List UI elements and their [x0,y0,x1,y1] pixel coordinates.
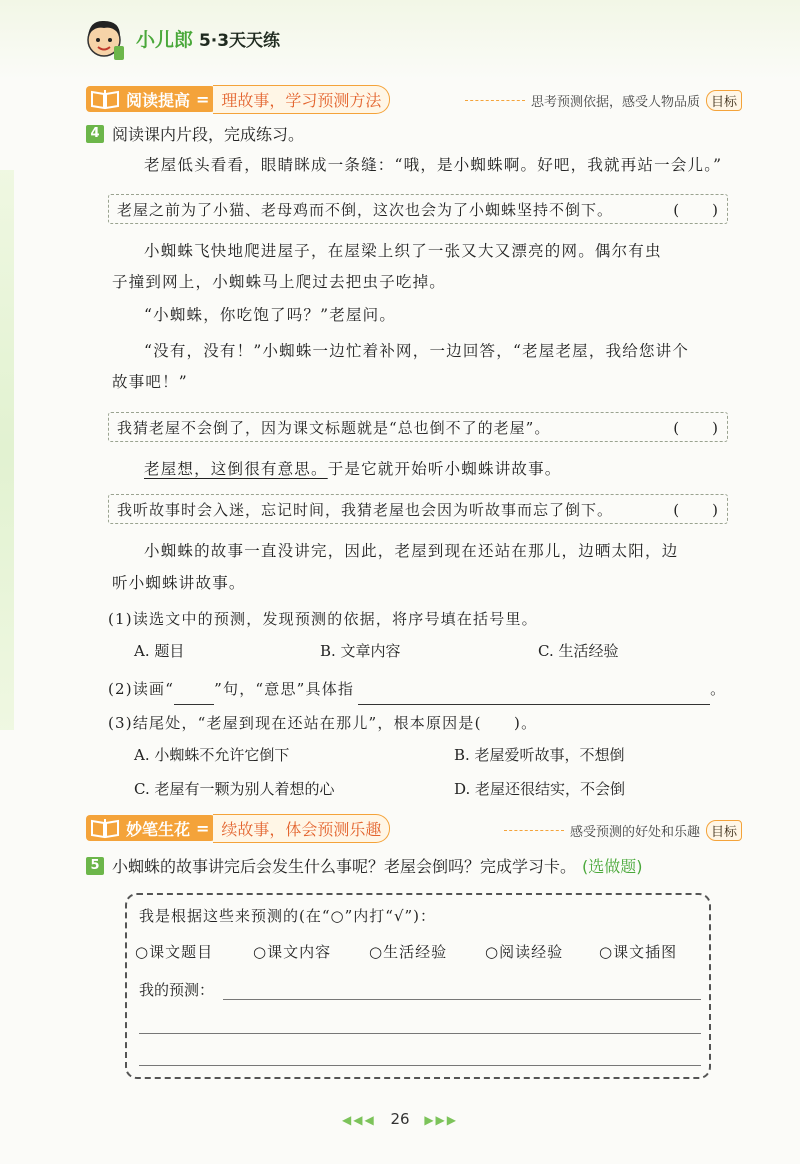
prediction-label: 我的预测： [139,981,215,999]
question-number: 5 [86,857,104,875]
option-c: C. 老屋有一颗为别人着想的心 [134,780,335,798]
brand-header [78,8,280,68]
question-text: 小蜘蛛的故事讲完后会发生什么事呢？老屋会倒吗？完成学习卡。 [112,857,577,876]
section-banner-writing [86,813,390,843]
dashed-leader [504,830,564,831]
option-b: B. 文章内容 [320,642,401,660]
choice-title[interactable]: ○课文题目 [135,943,214,961]
section-goal [504,820,742,841]
section-subtitle: 续故事，体会预测乐趣 [213,814,390,843]
subquestion-2 [108,674,734,705]
choice-illustration[interactable]: ○课文插图 [599,943,678,961]
choice-reading-experience[interactable]: ○阅读经验 [485,943,564,961]
equals-icon: = [196,818,210,838]
passage-text: 于是它就开始听小蜘蛛讲故事。 [327,460,562,478]
goal-text: 感受预测的好处和乐趣 [569,825,700,840]
answer-paren[interactable]: ( ) [673,419,719,437]
brand-name: 小儿郎 [136,28,194,51]
period: 。 [710,680,727,698]
prediction-box [108,194,728,224]
passage-paragraph: 小蜘蛛的故事一直没讲完，因此，老屋到现在还站在那儿，边晒太阳，边 [144,542,679,560]
writing-line[interactable] [139,1065,701,1066]
prediction-box [108,412,728,442]
passage-paragraph [112,454,738,485]
left-arrows-icon: ◀◀◀ [341,1113,376,1127]
underlined-sentence: 老屋想，这倒很有意思。 [144,460,328,478]
brand-series: 5·3天天练 [198,30,281,51]
section-goal [465,90,742,111]
subquestion-2-text-b: ”句，“意思”具体指 [214,680,355,698]
question-4-heading [86,122,304,145]
prediction-text: 我猜老屋不会倒了，因为课文标题就是“总也倒不了的老屋”。 [117,419,551,437]
goal-tag: 目标 [706,90,742,111]
open-book-icon [90,817,120,839]
passage-paragraph: “小蜘蛛，你吃饱了吗？”老屋问。 [144,306,397,324]
answer-line[interactable] [358,704,710,705]
goal-tag: 目标 [706,820,742,841]
option-d: D. 老屋还很结实，不会倒 [454,780,626,798]
answer-paren[interactable]: ( ) [673,201,719,219]
section-banner-reading [86,84,390,114]
question-text: 阅读课内片段，完成练习。 [112,125,305,144]
section-chip [86,86,215,112]
card-instruction: 我是根据这些来预测的(在“○”内打“√”)： [139,907,437,925]
section-title: 阅读提高 [126,90,191,110]
subquestion-3: (3)结尾处，“老屋到现在还站在那儿”，根本原因是( )。 [108,714,538,732]
writing-line[interactable] [139,1033,701,1034]
answer-paren[interactable]: ( ) [673,501,719,519]
question-number: 4 [86,125,104,143]
option-a: A. 小蜘蛛不允许它倒下 [134,746,290,764]
option-a: A. 题目 [134,642,185,660]
study-card [125,893,711,1079]
subquestion-1: (1)读选文中的预测，发现预测的依据，将序号填在括号里。 [108,610,538,628]
passage-line: 子撞到网上，小蜘蛛马上爬过去把虫子吃掉。 [112,273,447,291]
option-b: B. 老屋爱听故事，不想倒 [454,746,625,764]
question-5-heading [86,854,643,877]
passage-line: 故事吧！” [112,373,188,391]
optional-tag: (选做题) [582,857,643,876]
blank-line[interactable] [174,704,214,705]
passage-paragraph [112,236,738,267]
page-number: 26 [390,1110,410,1128]
brand-title [136,25,280,52]
passage-paragraph: “没有，没有！”小蜘蛛一边忙着补网，一边回答，“老屋老屋，我给您讲个 [144,342,690,360]
writing-line[interactable] [223,999,701,1000]
prediction-box [108,494,728,524]
dashed-leader [465,100,525,101]
subquestion-2-text-a: (2)读画“ [108,680,175,698]
open-book-icon [90,88,120,110]
passage-paragraph: 老屋低头看看，眼睛眯成一条缝：“哦，是小蜘蛛啊。好吧，我就再站一会儿。” [144,156,723,174]
choice-content[interactable]: ○课文内容 [253,943,332,961]
equals-icon: = [196,89,210,109]
kid-mascot-icon [78,12,130,64]
section-subtitle: 理故事，学习预测方法 [213,85,390,114]
left-decoration [0,170,14,730]
passage-line: 听小蜘蛛讲故事。 [112,574,246,592]
right-arrows-icon: ▶▶▶ [424,1113,459,1127]
section-chip [86,815,215,841]
passage-line: 小蜘蛛飞快地爬进屋子，在屋梁上织了一张又大又漂亮的网。偶尔有虫 [144,242,662,260]
prediction-text: 我听故事时会入迷，忘记时间，我猜老屋也会因为听故事而忘了倒下。 [117,501,614,519]
choice-life-experience[interactable]: ○生活经验 [369,943,448,961]
section-title: 妙笔生花 [126,819,191,839]
option-c: C. 生活经验 [538,642,619,660]
prediction-text: 老屋之前为了小猫、老母鸡而不倒，这次也会为了小蜘蛛坚持不倒下。 [117,201,614,219]
goal-text: 思考预测依据，感受人物品质 [530,95,700,110]
page-footer [0,1110,800,1128]
